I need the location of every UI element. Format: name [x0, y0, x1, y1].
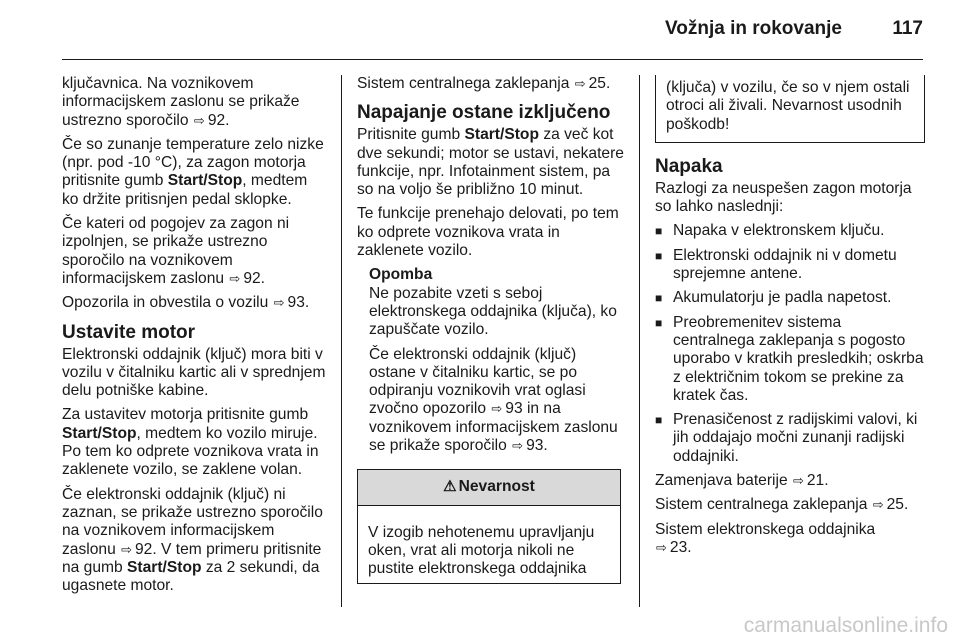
paragraph: Sistem elektronskega oddajnika ⇨ 23.	[655, 521, 925, 558]
warning-text: V izogib nehotenemu upravljanju oken, vrat ali motorja nikoli ne pustite elektronskega oddajnika	[368, 523, 595, 578]
header-rule	[62, 59, 923, 60]
warning-box-continued: (ključa) v vozilu, če so v njem ostali otroci ali živali. Nevarnost usodnih poškodb!	[655, 75, 925, 143]
page-ref-arrow-icon[interactable]: ⇨ 93.	[273, 294, 310, 311]
column-1	[62, 75, 326, 601]
section-heading-stop-engine: Ustavite motor	[62, 321, 196, 343]
page-ref-arrow-icon[interactable]: ⇨ 93.	[511, 437, 548, 454]
column-divider-1	[341, 75, 342, 607]
page-number: 117	[892, 18, 923, 39]
warning-header: ⚠ Nevarnost	[358, 470, 620, 505]
paragraph: Če so zunanje temperature zelo nizke (npr. pod -10 °C), za zagon motorja pritisnite gumb Start/Stop, medtem ko držite pritisnjen pedal sklopke.	[62, 135, 324, 208]
column-3	[655, 75, 925, 563]
paragraph: Razlogi za neuspešen zagon motorja so lahko naslednji:	[655, 179, 912, 216]
page-ref-arrow-icon[interactable]: ⇨ 93 in na voznikovem informacijskem zaslonu se prikaže sporočilo	[369, 400, 618, 454]
watermark: carmanualsonline.info	[743, 614, 948, 637]
page-ref-arrow-icon[interactable]: ⇨ 92.	[193, 112, 230, 129]
paragraph: Elektronski oddajnik (ključ) mora biti v vozilu v čitalniku kartic ali v sprednjem delu potniške kabine.	[62, 345, 326, 400]
paragraph: Za ustavitev motorja pritisnite gumb Start/Stop, medtem ko vozilo miruje. Po tem ko odprete voznikova vrata in zaklenete vozilo, se zaklene volan.	[62, 406, 319, 479]
paragraph: Sistem centralnega zaklepanja ⇨ 25.	[357, 75, 625, 93]
column-divider-2	[639, 75, 640, 607]
page-ref-arrow-icon[interactable]: ⇨ 25.	[574, 75, 611, 92]
column-2	[357, 75, 625, 584]
paragraph: Pritisnite gumb Start/Stop za več kot dve sekundi; motor se ustavi, nekatere funkcije, npr. Infotainment sistem, pa so na voljo še približno 10 minut.	[357, 126, 624, 199]
warning-triangle-icon: ⚠	[443, 478, 457, 496]
paragraph: Sistem centralnega zaklepanja ⇨ 25.	[655, 496, 925, 514]
paragraph: Če kateri od pogojev za zagon ni izpolnjen, se prikaže ustrezno sporočilo na voznikovem informacijskem zaslonu ⇨ 92.	[62, 215, 326, 288]
paragraph: Opozorila in obvestila o vozilu ⇨ 93.	[62, 294, 326, 312]
paragraph: Zamenjava baterije ⇨ 21.	[655, 472, 925, 490]
list-item: ■ Elektronski oddajnik ni v dometu sprejemne antene.	[655, 247, 925, 284]
section-heading-fault: Napaka	[655, 155, 723, 177]
paragraph: Te funkcije prenehajo delovati, po tem ko odprete voznikova vrata in zaklenete vozilo.	[357, 205, 619, 260]
list-item: ■ Napaka v elektronskem ključu.	[655, 222, 925, 240]
list-item: ■ Akumulatorju je padla napetost.	[655, 289, 925, 307]
page-ref-arrow-icon[interactable]: ⇨ 23.	[655, 539, 692, 556]
list-item: ■ Prenasičenost z radijskimi valovi, ki jih oddajajo močni zunanji radijski oddajniki.	[655, 411, 925, 466]
section-heading-power-off: Napajanje ostane izključeno	[357, 102, 611, 124]
note-block	[369, 266, 625, 455]
page-ref-arrow-icon[interactable]: ⇨ 21.	[792, 472, 829, 489]
page-ref-arrow-icon[interactable]: ⇨ 25.	[872, 496, 909, 513]
page-ref-arrow-icon[interactable]: ⇨ 92.	[120, 541, 157, 558]
note-title: Opomba	[369, 266, 433, 284]
warning-box	[357, 469, 621, 583]
fault-list	[655, 222, 925, 466]
paragraph: ključavnica. Na voznikovem informacijskem zaslonu se prikaže ustrezno sporočilo ⇨ 92.	[62, 75, 326, 130]
page-ref-arrow-icon[interactable]: ⇨ 92.	[228, 270, 265, 287]
list-item: ■ Preobremenitev sistema centralnega zaklepanja s pogosto uporabo v kratkih presledkih; oskrba z električnim tokom se prekine za kratek čas.	[655, 314, 925, 405]
page-header-title: Vožnja in rokovanje	[664, 18, 842, 39]
note-text: Ne pozabite vzeti s seboj elektronskega oddajnika (ključa), ko zapuščate vozilo.	[369, 284, 617, 339]
paragraph: Če elektronski oddajnik (ključ) ni zaznan, se prikaže ustrezno sporočilo na voznikovem informacijskem zaslonu ⇨ 92. V tem primeru pritisnite na gumb Start/Stop za 2 sekundi, da ugasnete motor.	[62, 486, 326, 596]
note-text: Če elektronski oddajnik (ključ) ostane v čitalniku kartic, se po odpiranju voznikovih vrat oglasi zvočno opozorilo ⇨ 93 in na voznikovem informacijskem zaslonu se prikaže sporočilo ⇨ 93.	[369, 346, 625, 456]
